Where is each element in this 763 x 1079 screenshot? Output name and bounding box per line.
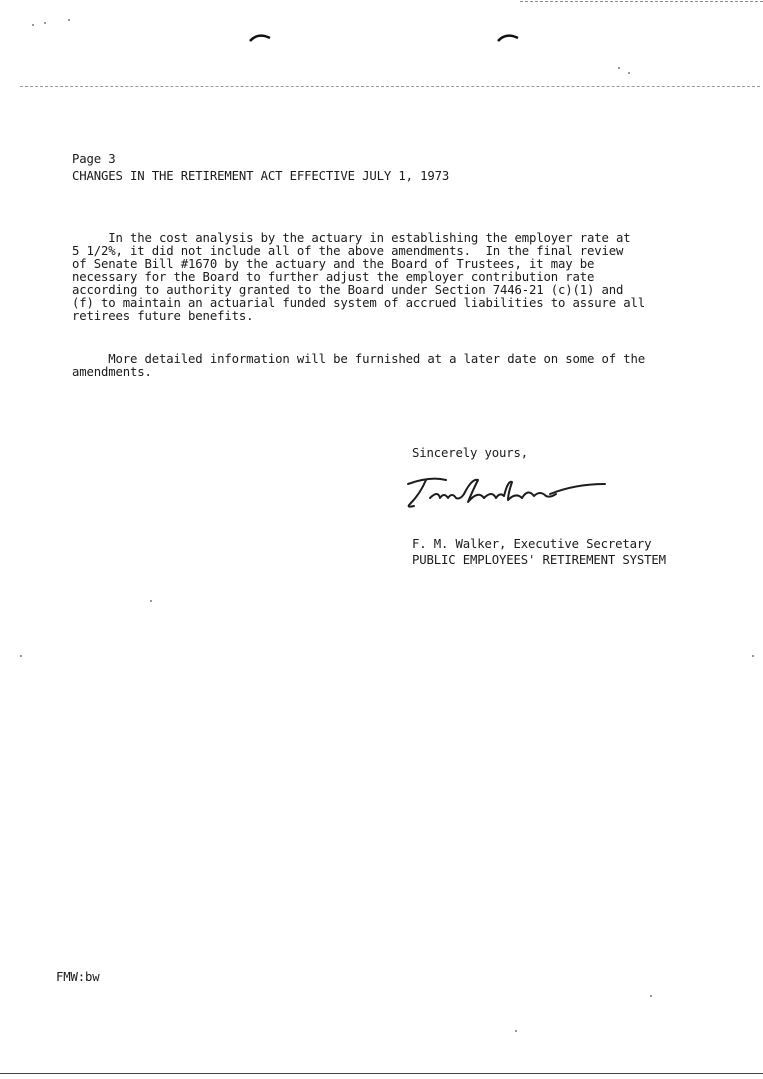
signer-organization: PUBLIC EMPLOYEES' RETIREMENT SYSTEM — [412, 553, 666, 567]
typist-initials: FMW:bw — [56, 970, 100, 984]
speck — [150, 600, 152, 602]
salutation: Sincerely yours, — [412, 446, 529, 460]
handwritten-signature — [400, 470, 615, 512]
speck — [618, 67, 620, 69]
speck — [20, 655, 22, 657]
paragraph-line: In the cost analysis by the actuary in establishing the employer rate at — [72, 231, 631, 245]
paragraph-line: 5 1/2%, it did not include all of the above amendments. In the final review — [72, 244, 624, 258]
paragraph-line: of Senate Bill #1670 by the actuary and the Board of Trustees, it may be — [72, 257, 595, 271]
top-edge-dashes — [520, 1, 763, 2]
bottom-edge-line — [0, 1073, 763, 1074]
speck — [650, 995, 652, 997]
page-number: Page 3 — [72, 152, 116, 166]
speck — [515, 1030, 517, 1032]
paragraph-line: according to authority granted to the Board under Section 7446-21 (c)(1) and — [72, 283, 624, 297]
speck — [628, 72, 630, 74]
paragraph-line: More detailed information will be furnished at a later date on some of the — [72, 352, 646, 366]
signer-name-title: F. M. Walker, Executive Secretary — [412, 537, 652, 551]
top-fold-line — [20, 86, 760, 87]
paragraph-line: amendments. — [72, 365, 152, 379]
speck — [44, 22, 46, 24]
document-title: CHANGES IN THE RETIREMENT ACT EFFECTIVE JULY 1, 1973 — [72, 169, 450, 183]
paragraph-line: retirees future benefits. — [72, 309, 254, 323]
paragraph-line: necessary for the Board to further adjust the employer contribution rate — [72, 270, 595, 284]
speck — [68, 19, 70, 21]
hole-punch-mark-right — [496, 30, 520, 44]
hole-punch-mark-left — [248, 30, 272, 44]
paragraph-line: (f) to maintain an actuarial funded system of accrued liabilities to assure all — [72, 296, 646, 310]
speck — [32, 24, 34, 26]
speck — [752, 655, 754, 657]
